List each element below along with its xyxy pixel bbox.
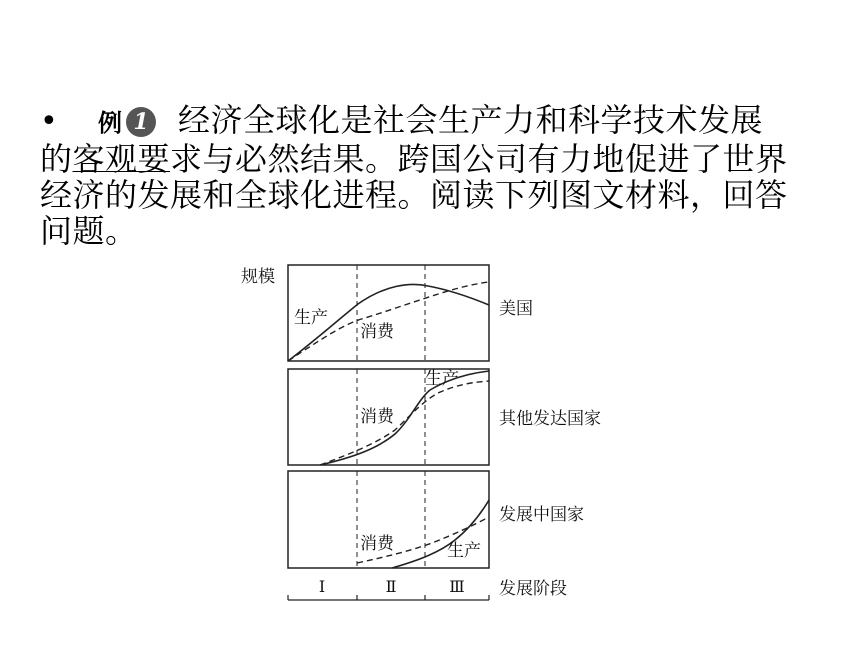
panel-other-developed: [288, 369, 601, 465]
example-label: 例: [98, 109, 122, 137]
question-line-2-prefix: 的: [40, 140, 73, 178]
panel-developing-production-label: 生产: [447, 541, 481, 561]
stage-label-2: Ⅱ: [385, 577, 397, 596]
y-axis-label: 规模: [241, 267, 275, 287]
panel-developing-name: 发展中国家: [499, 505, 584, 525]
stage-axis: [288, 577, 567, 600]
question-line-1-text: 经济全球化是社会生产力和科学技术发展: [178, 101, 764, 139]
panel-developing-consumption-label: 消费: [360, 534, 394, 554]
panel-other-developed-production-label: 生产: [425, 369, 459, 389]
stage-label-3: Ⅲ: [449, 577, 465, 596]
panel-other-developed-production-curve: [320, 371, 489, 465]
stage-label-1: Ⅰ: [318, 577, 326, 596]
panel-usa: [288, 265, 533, 361]
question-line-4: 问题。: [40, 212, 138, 250]
question-line-3: 经济的发展和全球化进程。阅读下列图文材料，回答: [40, 176, 788, 214]
panel-usa-production-label: 生产: [294, 308, 328, 328]
panel-usa-consumption-label: 消费: [360, 322, 394, 342]
x-axis-label: 发展阶段: [499, 579, 567, 599]
panel-other-developed-name: 其他发达国家: [499, 409, 601, 429]
panel-developing: [288, 471, 584, 568]
question-line-2-rest: 求与必然结果。跨国公司有力地促进了世界: [170, 140, 788, 178]
panel-other-developed-consumption-label: 消费: [360, 407, 394, 427]
question-line-2-underlined: 客观要: [72, 140, 171, 178]
example-number-badge: 1: [126, 107, 156, 137]
panel-usa-name: 美国: [499, 299, 533, 319]
bullet: •: [40, 104, 59, 139]
